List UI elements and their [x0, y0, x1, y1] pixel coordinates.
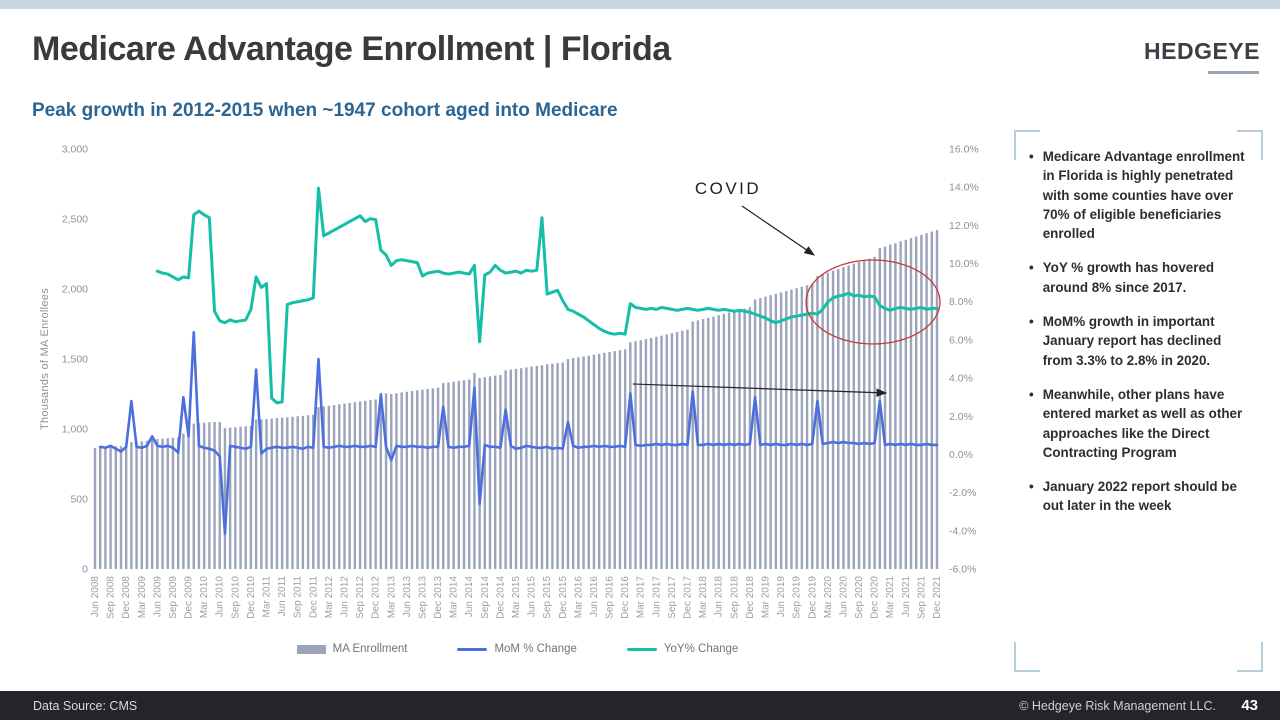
x-tick: Sep 2014 [479, 576, 491, 619]
bar-ma-enrollment [837, 269, 839, 569]
bar-ma-enrollment [234, 427, 236, 569]
bar-ma-enrollment [821, 274, 823, 569]
bar-ma-enrollment [645, 339, 647, 569]
bar-ma-enrollment [281, 418, 283, 569]
bar-ma-enrollment [593, 355, 595, 569]
bar-ma-enrollment [141, 441, 143, 569]
x-tick: Jun 2013 [401, 576, 413, 618]
x-tick: Sep 2011 [292, 576, 304, 619]
x-tick: Sep 2017 [666, 576, 678, 619]
bullet-item: • Meanwhile, other plans have entered market as well as other approaches like the Direct Contracting Program [1029, 386, 1243, 460]
bar-ma-enrollment [827, 273, 829, 569]
bar-ma-enrollment [94, 448, 96, 569]
bar-ma-enrollment [640, 340, 642, 569]
bar-ma-enrollment [125, 446, 127, 569]
bar-ma-enrollment [780, 292, 782, 569]
y-left-tick: 1,000 [61, 423, 88, 436]
bar-ma-enrollment [208, 422, 210, 569]
bar-ma-enrollment [598, 354, 600, 569]
bullet-list [1014, 130, 1263, 516]
bar-ma-enrollment [681, 331, 683, 569]
bar-ma-enrollment [115, 446, 117, 569]
bar-ma-enrollment [172, 438, 174, 569]
x-tick: Mar 2016 [573, 576, 585, 619]
bar-ma-enrollment [541, 365, 543, 569]
bar-ma-enrollment [884, 247, 886, 569]
legend-item-enrollment [297, 643, 408, 655]
x-tick: Dec 2016 [620, 576, 632, 619]
bar-ma-enrollment [520, 368, 522, 569]
bar-ma-enrollment [733, 311, 735, 569]
x-tick: Mar 2011 [261, 576, 273, 618]
bar-ma-enrollment [468, 380, 470, 569]
x-tick: Jun 2015 [526, 576, 538, 618]
bar-ma-enrollment [920, 235, 922, 569]
y-left-tick: 0 [82, 563, 88, 576]
bar-swatch-icon [297, 645, 326, 654]
bar-ma-enrollment [868, 259, 870, 569]
bar-ma-enrollment [530, 367, 532, 569]
x-tick: Sep 2012 [355, 576, 367, 619]
bar-ma-enrollment [484, 377, 486, 569]
bar-ma-enrollment [582, 356, 584, 569]
x-tick: Dec 2018 [744, 576, 756, 619]
bar-ma-enrollment [411, 391, 413, 569]
bar-ma-enrollment [905, 240, 907, 569]
y-right-tick: 6.0% [949, 334, 973, 347]
x-tick: Jun 2021 [900, 576, 912, 618]
bar-ma-enrollment [359, 402, 361, 569]
bar-ma-enrollment [863, 260, 865, 569]
bar-ma-enrollment [806, 285, 808, 569]
bar-ma-enrollment [619, 350, 621, 569]
bar-ma-enrollment [718, 315, 720, 569]
x-tick: Dec 2008 [121, 576, 133, 619]
x-tick: Mar 2012 [323, 576, 335, 619]
bullet-item: • YoY % growth has hovered around 8% since 2017. [1029, 260, 1215, 295]
bar-ma-enrollment [437, 388, 439, 569]
bar-ma-enrollment [925, 233, 927, 569]
bar-ma-enrollment [743, 309, 745, 569]
y-right-tick: 12.0% [949, 219, 979, 232]
bar-ma-enrollment [432, 388, 434, 569]
bar-ma-enrollment [499, 375, 501, 569]
x-tick: Jun 2010 [214, 576, 226, 618]
y-left-tick: 3,000 [61, 143, 88, 156]
bar-ma-enrollment [816, 276, 818, 569]
x-tick: Sep 2013 [417, 576, 429, 619]
x-tick: Dec 2010 [245, 576, 257, 619]
x-tick: Mar 2014 [448, 576, 460, 619]
bar-ma-enrollment [271, 419, 273, 569]
y-right-tick: 16.0% [949, 143, 979, 156]
x-tick: Mar 2017 [635, 576, 647, 619]
bar-ma-enrollment [660, 336, 662, 569]
bar-ma-enrollment [785, 291, 787, 569]
x-tick: Sep 2015 [542, 576, 554, 619]
bar-ma-enrollment [577, 357, 579, 569]
bar-ma-enrollment [494, 376, 496, 569]
bar-ma-enrollment [551, 364, 553, 569]
logo-underline [1208, 71, 1259, 74]
x-tick: Dec 2020 [869, 576, 881, 619]
y-right-tick: 0.0% [949, 448, 973, 461]
bar-ma-enrollment [504, 370, 506, 569]
x-tick: Mar 2020 [822, 576, 834, 619]
x-tick: Sep 2009 [167, 576, 179, 619]
line-swatch-icon [457, 648, 487, 651]
x-tick: Mar 2013 [386, 576, 398, 619]
bar-ma-enrollment [395, 393, 397, 569]
x-tick: Sep 2008 [105, 576, 117, 619]
bar-ma-enrollment [676, 332, 678, 569]
bar-ma-enrollment [265, 419, 267, 569]
bar-ma-enrollment [754, 299, 756, 569]
line-swatch-icon [627, 648, 657, 651]
bar-ma-enrollment [203, 423, 205, 569]
bar-ma-enrollment [120, 446, 122, 569]
panel-corner-bracket [1237, 130, 1263, 160]
bar-ma-enrollment [795, 288, 797, 569]
x-tick: Jun 2019 [776, 576, 788, 618]
bar-ma-enrollment [385, 393, 387, 569]
bar-ma-enrollment [146, 441, 148, 569]
x-tick: Mar 2015 [510, 576, 522, 619]
bar-ma-enrollment [562, 363, 564, 570]
bar-ma-enrollment [452, 382, 454, 569]
bar-ma-enrollment [556, 363, 558, 569]
y-axis-title: Thousands of MA Enrollees [39, 287, 51, 431]
bar-ma-enrollment [130, 442, 132, 569]
footer-bar [0, 691, 1280, 720]
covid-arrow [742, 206, 814, 255]
bar-ma-enrollment [873, 257, 875, 569]
x-tick: Sep 2010 [230, 576, 242, 619]
bar-ma-enrollment [546, 364, 548, 569]
bar-ma-enrollment [723, 314, 725, 569]
bar-ma-enrollment [692, 322, 694, 569]
x-tick: Sep 2018 [729, 576, 741, 619]
bar-ma-enrollment [567, 359, 569, 569]
y-left-tick: 2,500 [61, 213, 88, 226]
x-tick: Jun 2016 [588, 576, 600, 618]
bar-ma-enrollment [297, 416, 299, 569]
bullet-item: • January 2022 report should be out later in the week [1029, 479, 1237, 514]
page-subtitle: Peak growth in 2012-2015 when ~1947 cohort aged into Medicare [32, 100, 618, 121]
bar-ma-enrollment [458, 381, 460, 569]
bar-ma-enrollment [447, 382, 449, 569]
legend-item-yoy [627, 643, 738, 655]
bar-ma-enrollment [390, 394, 392, 569]
x-tick: Jun 2020 [838, 576, 850, 618]
bullet-item: • Medicare Advantage enrollment in Florida is highly penetrated with some counties have over 70% of eligible beneficiaries enrolled [1029, 149, 1245, 242]
x-tick: Jun 2018 [713, 576, 725, 618]
page-title: Medicare Advantage Enrollment | Florida [32, 30, 671, 68]
bar-ma-enrollment [354, 402, 356, 569]
bar-ma-enrollment [655, 337, 657, 569]
bar-ma-enrollment [135, 442, 137, 569]
bar-ma-enrollment [515, 369, 517, 569]
bar-ma-enrollment [156, 439, 158, 569]
y-left-tick: 2,000 [61, 283, 88, 296]
bar-ma-enrollment [219, 422, 221, 569]
bar-ma-enrollment [187, 432, 189, 569]
bar-ma-enrollment [899, 241, 901, 569]
x-tick: Sep 2016 [604, 576, 616, 619]
bar-ma-enrollment [603, 353, 605, 569]
y-right-tick: 14.0% [949, 181, 979, 194]
x-tick: Jun 2011 [277, 576, 289, 617]
y-right-tick: -4.0% [949, 525, 977, 538]
legend-label: MoM % Change [494, 643, 577, 655]
bar-ma-enrollment [624, 349, 626, 569]
x-tick: Mar 2010 [199, 576, 211, 619]
bar-ma-enrollment [161, 439, 163, 569]
copyright-label: © Hedgeye Risk Management LLC. [1019, 698, 1216, 713]
y-right-tick: 4.0% [949, 372, 973, 385]
x-tick: Dec 2017 [682, 576, 694, 619]
bar-ma-enrollment [182, 434, 184, 569]
bar-ma-enrollment [889, 245, 891, 569]
bar-ma-enrollment [801, 287, 803, 569]
y-left-tick: 500 [70, 493, 88, 506]
bar-ma-enrollment [666, 334, 668, 569]
x-tick: Mar 2018 [698, 576, 710, 619]
bar-ma-enrollment [910, 238, 912, 569]
bar-ma-enrollment [193, 424, 195, 569]
bar-ma-enrollment [276, 418, 278, 569]
x-tick: Dec 2015 [557, 576, 569, 619]
bar-ma-enrollment [286, 417, 288, 569]
x-tick: Dec 2019 [807, 576, 819, 619]
covid-label: COVID [694, 179, 762, 198]
bar-ma-enrollment [775, 294, 777, 569]
x-tick: Sep 2021 [916, 576, 928, 619]
bar-ma-enrollment [374, 399, 376, 569]
data-source-label: Data Source: CMS [33, 698, 138, 713]
bar-ma-enrollment [536, 366, 538, 569]
bar-ma-enrollment [608, 352, 610, 569]
bar-ma-enrollment [894, 243, 896, 569]
bar-ma-enrollment [738, 310, 740, 569]
bar-ma-enrollment [614, 351, 616, 569]
bar-ma-enrollment [764, 297, 766, 569]
bar-ma-enrollment [842, 267, 844, 569]
bar-ma-enrollment [847, 265, 849, 569]
legend-item-mom [457, 643, 576, 655]
y-right-tick: 2.0% [949, 410, 973, 423]
bar-ma-enrollment [525, 367, 527, 569]
x-tick: Jun 2008 [90, 576, 101, 618]
panel-corner-bracket [1014, 130, 1040, 160]
x-tick: Jun 2009 [152, 576, 164, 618]
bar-ma-enrollment [853, 264, 855, 569]
bar-ma-enrollment [291, 417, 293, 569]
x-tick: Dec 2021 [931, 576, 943, 619]
bar-ma-enrollment [317, 407, 319, 569]
bar-ma-enrollment [463, 380, 465, 569]
x-tick: Mar 2009 [136, 576, 148, 619]
bar-ma-enrollment [255, 419, 257, 569]
bar-ma-enrollment [177, 438, 179, 569]
x-tick: Jun 2014 [464, 576, 476, 618]
bar-ma-enrollment [213, 422, 215, 569]
bar-ma-enrollment [104, 447, 106, 569]
y-left-tick: 1,500 [61, 353, 88, 366]
bar-ma-enrollment [416, 390, 418, 569]
bar-ma-enrollment [364, 401, 366, 569]
bar-ma-enrollment [629, 342, 631, 569]
y-right-tick: -6.0% [949, 563, 977, 576]
x-tick: Dec 2013 [433, 576, 445, 619]
y-right-tick: 10.0% [949, 258, 979, 271]
bullet-item: • MoM% growth in important January report has declined from 3.3% to 2.8% in 2020. [1029, 314, 1222, 368]
x-tick: Mar 2019 [760, 576, 772, 619]
bar-ma-enrollment [936, 230, 938, 569]
legend-label: YoY% Change [663, 643, 739, 655]
bar-ma-enrollment [588, 356, 590, 569]
bar-ma-enrollment [915, 237, 917, 570]
x-tick: Sep 2020 [854, 576, 866, 619]
bar-ma-enrollment [343, 404, 345, 569]
bar-ma-enrollment [489, 376, 491, 569]
bar-ma-enrollment [634, 341, 636, 569]
x-tick: Dec 2009 [183, 576, 195, 619]
bar-ma-enrollment [790, 290, 792, 569]
legend-label: MA Enrollment [332, 643, 408, 655]
bar-ma-enrollment [421, 390, 423, 569]
bar-ma-enrollment [302, 416, 304, 569]
x-tick: Dec 2014 [495, 576, 507, 619]
bar-ma-enrollment [426, 389, 428, 569]
bar-ma-enrollment [671, 333, 673, 569]
bar-ma-enrollment [333, 405, 335, 569]
chart-legend [95, 639, 940, 659]
bar-ma-enrollment [406, 392, 408, 569]
y-right-tick: -2.0% [949, 487, 977, 500]
bar-ma-enrollment [572, 358, 574, 569]
x-tick: Jun 2012 [339, 576, 351, 618]
commentary-panel [1014, 130, 1263, 672]
bar-ma-enrollment [650, 338, 652, 569]
hedgeye-logo: HEDGEYE [1144, 38, 1260, 64]
bar-ma-enrollment [380, 394, 382, 569]
bar-ma-enrollment [400, 392, 402, 569]
x-tick: Dec 2011 [308, 576, 320, 619]
bar-ma-enrollment [151, 440, 153, 569]
bar-ma-enrollment [858, 262, 860, 569]
bar-ma-enrollment [99, 447, 101, 569]
bar-ma-enrollment [728, 313, 730, 569]
panel-corner-bracket [1237, 642, 1263, 672]
bar-ma-enrollment [348, 403, 350, 569]
x-tick: Dec 2012 [370, 576, 382, 619]
panel-corner-bracket [1014, 642, 1040, 672]
bar-ma-enrollment [338, 404, 340, 569]
bar-ma-enrollment [328, 406, 330, 569]
bar-ma-enrollment [832, 271, 834, 569]
x-tick: Jun 2017 [651, 576, 663, 618]
page-number: 43 [1241, 697, 1258, 714]
bar-ma-enrollment [109, 447, 111, 569]
bar-ma-enrollment [769, 295, 771, 569]
x-tick: Mar 2021 [885, 576, 897, 619]
bar-ma-enrollment [307, 415, 309, 569]
y-right-tick: 8.0% [949, 296, 973, 309]
bar-ma-enrollment [510, 370, 512, 570]
bar-ma-enrollment [686, 330, 688, 569]
bar-ma-enrollment [369, 400, 371, 569]
bar-ma-enrollment [712, 317, 714, 569]
x-tick: Sep 2019 [791, 576, 803, 619]
bar-ma-enrollment [167, 438, 169, 569]
